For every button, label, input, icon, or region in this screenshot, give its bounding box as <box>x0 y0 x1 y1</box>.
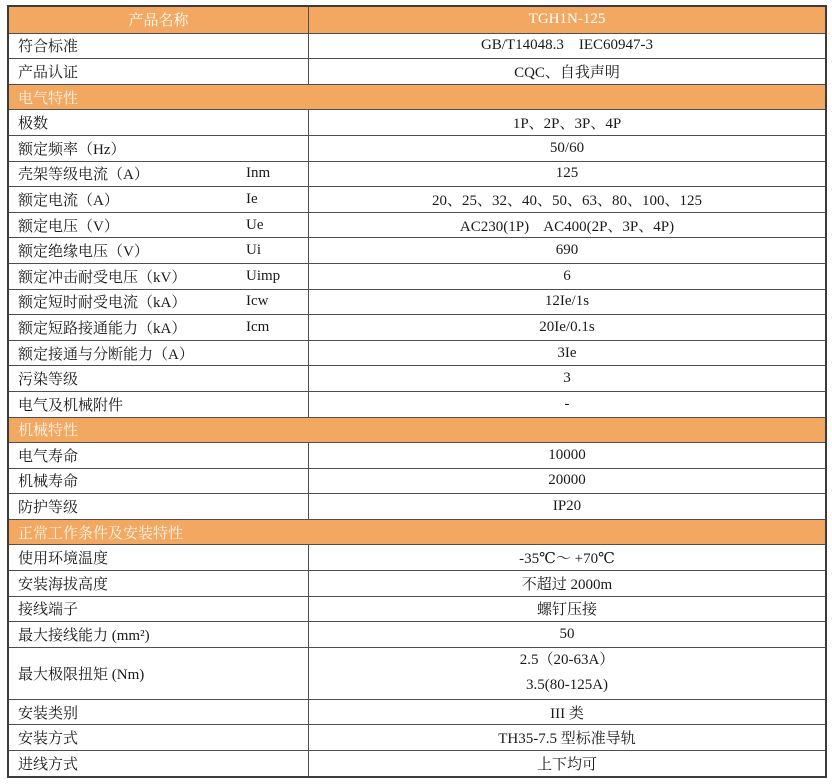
spec-label-cell <box>9 571 309 596</box>
spec-label: 符合标准 <box>18 39 79 56</box>
spec-table <box>7 5 827 778</box>
spec-row <box>9 724 825 750</box>
spec-label-cell <box>9 213 309 238</box>
spec-row <box>9 58 825 84</box>
spec-label-cell <box>9 315 309 340</box>
spec-row <box>9 621 825 647</box>
spec-label-cell <box>9 290 309 315</box>
spec-row <box>9 237 825 263</box>
spec-label-cell <box>9 392 309 417</box>
spec-label: 额定电流（A） <box>18 192 119 209</box>
spec-label: 额定接通与分断能力（A） <box>18 346 194 363</box>
spec-label: 安装类别 <box>18 705 79 722</box>
spec-value-cell <box>309 725 825 750</box>
spec-label-cell <box>9 443 309 468</box>
spec-row <box>9 468 825 494</box>
spec-label: 壳架等级电流（A） <box>18 167 149 184</box>
spec-symbol: Ue <box>246 216 264 233</box>
spec-label-cell <box>9 700 309 725</box>
spec-value: AC230(1P) AC400(2P、3P、4P) <box>459 218 675 235</box>
spec-value-cell <box>309 59 825 84</box>
spec-value-line: 2.5（20-63A） <box>519 652 615 669</box>
spec-value-line: 3.5(80-125A) <box>525 677 609 694</box>
spec-value-cell <box>309 751 825 776</box>
spec-row <box>9 263 825 289</box>
spec-value: 125 <box>555 165 579 182</box>
spec-value-cell <box>309 469 825 494</box>
section-title: 机械特性 <box>18 423 79 440</box>
spec-label: 最大接线能力 (mm²) <box>18 628 150 645</box>
spec-label: 极数 <box>18 116 49 133</box>
spec-symbol: Inm <box>246 165 271 182</box>
spec-label: 额定绝缘电压（V） <box>18 244 149 261</box>
spec-label: 安装海拔高度 <box>18 576 109 593</box>
spec-label: 额定短时耐受电流（kA） <box>18 295 187 312</box>
spec-value: IP20 <box>552 498 582 515</box>
spec-value: 1P、2P、3P、4P <box>512 116 622 133</box>
spec-value-cell <box>309 700 825 725</box>
spec-row <box>9 544 825 570</box>
spec-label: 安装方式 <box>18 731 79 748</box>
spec-value: 690 <box>555 242 579 259</box>
spec-value-cell <box>309 341 825 366</box>
product-model-cell <box>309 7 825 33</box>
spec-value: 50/60 <box>549 139 585 156</box>
spec-label-cell <box>9 725 309 750</box>
product-name-label: 产品名称 <box>128 13 189 30</box>
spec-value-cell <box>309 213 825 238</box>
spec-symbol: Icw <box>246 293 269 310</box>
spec-symbol: Icm <box>246 318 270 335</box>
section-header-row <box>9 519 825 545</box>
spec-row <box>9 750 825 776</box>
spec-row <box>9 109 825 135</box>
spec-label-cell <box>9 34 309 59</box>
spec-row <box>9 570 825 596</box>
spec-row <box>9 340 825 366</box>
spec-value-cell <box>309 264 825 289</box>
spec-label-cell <box>9 187 309 212</box>
spec-value-cell <box>309 622 825 647</box>
spec-row <box>9 135 825 161</box>
spec-value: 3Ie <box>557 344 577 361</box>
spec-row <box>9 442 825 468</box>
spec-value: III 类 <box>550 705 584 722</box>
section-title: 正常工作条件及安装特性 <box>18 525 184 542</box>
spec-value: 20Ie/0.1s <box>539 318 595 335</box>
spec-value: 20000 <box>548 472 586 489</box>
spec-row <box>9 161 825 187</box>
section-title: 电气特性 <box>18 90 79 107</box>
spec-value-cell <box>309 290 825 315</box>
spec-value-cell <box>309 392 825 417</box>
spec-label: 产品认证 <box>18 64 79 81</box>
table-header-row <box>9 7 825 33</box>
spec-label-cell <box>9 597 309 622</box>
spec-value-cell <box>309 443 825 468</box>
product-name-cell <box>9 7 309 33</box>
section-header-row <box>9 417 825 443</box>
spec-label: 接线端子 <box>18 602 79 619</box>
spec-value-cell <box>309 597 825 622</box>
spec-value: 螺钉压接 <box>536 602 597 619</box>
spec-label-cell <box>9 136 309 161</box>
section-header-row <box>9 84 825 110</box>
spec-label-cell <box>9 469 309 494</box>
spec-value: 12Ie/1s <box>544 293 590 310</box>
spec-label-cell <box>9 110 309 135</box>
spec-label: 污染等级 <box>18 372 79 389</box>
spec-value-cell <box>309 34 825 59</box>
spec-label-cell <box>9 494 309 519</box>
spec-label: 额定频率（Hz） <box>18 141 126 158</box>
spec-value-cell <box>309 136 825 161</box>
spec-symbol: Uimp <box>246 267 281 284</box>
spec-label: 使用环境温度 <box>18 551 109 568</box>
spec-label: 额定短路接通能力（kA） <box>18 320 187 337</box>
spec-label-cell <box>9 264 309 289</box>
spec-symbol: Ie <box>246 190 258 207</box>
spec-symbol: Ui <box>246 242 261 259</box>
spec-label-cell <box>9 366 309 391</box>
spec-label-cell <box>9 545 309 570</box>
spec-label: 防护等级 <box>18 500 79 517</box>
spec-label: 额定冲击耐受电压（kV） <box>18 269 187 286</box>
spec-value: GB/T14048.3 IEC60947-3 <box>480 37 654 54</box>
spec-label: 电气寿命 <box>18 448 79 465</box>
product-model-value: TGH1N-125 <box>528 11 606 28</box>
spec-row <box>9 596 825 622</box>
spec-label-cell <box>9 162 309 187</box>
spec-value-cell <box>309 545 825 570</box>
spec-value: CQC、自我声明 <box>514 64 620 81</box>
spec-row <box>9 365 825 391</box>
spec-row <box>9 647 825 699</box>
spec-value: -35℃～ +70℃ <box>519 551 615 568</box>
spec-row <box>9 391 825 417</box>
spec-label: 最大极限扭矩 (Nm) <box>18 666 145 683</box>
spec-value-cell <box>309 366 825 391</box>
spec-row <box>9 314 825 340</box>
spec-row <box>9 493 825 519</box>
spec-label-cell <box>9 59 309 84</box>
spec-label-cell <box>9 622 309 647</box>
spec-value: 10000 <box>548 446 586 463</box>
spec-row <box>9 186 825 212</box>
spec-label-cell <box>9 751 309 776</box>
spec-row <box>9 289 825 315</box>
spec-row <box>9 212 825 238</box>
spec-value: - <box>564 395 570 412</box>
spec-value: 3 <box>563 370 571 387</box>
spec-label: 额定电压（V） <box>18 218 119 235</box>
spec-label: 进线方式 <box>18 756 79 773</box>
spec-value: 6 <box>563 267 571 284</box>
spec-value: 20、25、32、40、50、63、80、100、125 <box>431 192 702 209</box>
spec-label-cell <box>9 238 309 263</box>
spec-value: 50 <box>559 626 575 643</box>
spec-value: 上下均可 <box>536 756 597 773</box>
spec-value-cell <box>309 162 825 187</box>
spec-row <box>9 33 825 59</box>
spec-row <box>9 699 825 725</box>
spec-label-cell <box>9 341 309 366</box>
spec-value-cell <box>309 571 825 596</box>
spec-value-cell <box>309 187 825 212</box>
spec-value-cell <box>309 110 825 135</box>
spec-value-cell <box>309 238 825 263</box>
spec-label: 电气及机械附件 <box>18 397 124 414</box>
spec-value: TH35-7.5 型标准导轨 <box>498 731 636 748</box>
spec-label: 机械寿命 <box>18 474 79 491</box>
spec-value-cell <box>309 315 825 340</box>
spec-label-cell <box>9 648 309 699</box>
spec-value: 不超过 2000m <box>521 576 613 593</box>
spec-value-cell <box>309 494 825 519</box>
spec-value-cell <box>309 648 825 699</box>
